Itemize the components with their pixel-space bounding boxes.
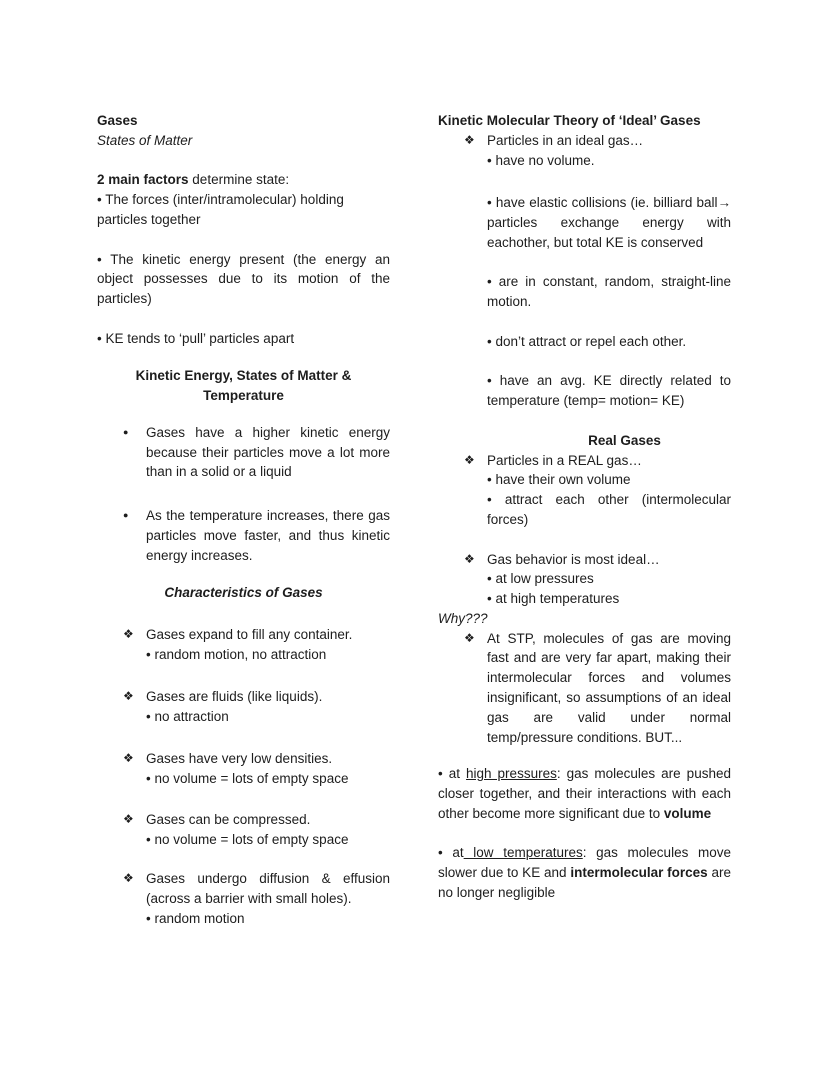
text-segment: • have their own volume <box>487 472 631 488</box>
text-segment: Characteristics of Gases <box>164 585 323 601</box>
text-segment: • have no volume. <box>487 152 595 168</box>
text-segment: : gas molecules are pushed closer together, and their interactions with each other become more significant due to <box>438 766 731 821</box>
list-item-text <box>487 550 731 570</box>
diamond-bullet-icon: ❖ <box>123 871 134 886</box>
text-segment: At STP, molecules of gas are moving fast and are very far apart, making their intermolecular forces and volumes insignificant, so assumptions of an ideal gas are valid under normal temp/pressure conditions. BUT... <box>487 630 731 745</box>
sub-bullet-line <box>487 272 731 312</box>
list-item-text <box>146 687 390 707</box>
text-segment: Why??? <box>438 610 488 626</box>
list-item-text <box>146 625 390 645</box>
list-item <box>438 550 731 609</box>
paragraph <box>97 131 390 151</box>
list-item <box>97 749 390 789</box>
list-item <box>97 687 390 727</box>
text-segment: • are in constant, random, straight-line motion. <box>487 274 731 310</box>
sub-bullet-line <box>146 909 390 929</box>
sub-bullet-line <box>487 589 731 609</box>
text-segment: • no volume = lots of empty space <box>146 831 349 847</box>
text-segment: Gases <box>97 113 138 128</box>
text-segment: intermolecular forces <box>570 865 708 881</box>
text-segment: • random motion <box>146 910 245 926</box>
text-segment: • attract each other (intermolecular forces) <box>487 492 731 527</box>
sub-bullet-line <box>146 645 390 665</box>
text-segment: Kinetic Molecular Theory of ‘Ideal’ Gases <box>438 113 701 128</box>
text-segment: Gases undergo diffusion & effusion (across a barrier with small holes). <box>146 871 390 906</box>
sub-bullet-line <box>487 470 731 490</box>
text-segment: • The forces (inter/intramolecular) holding particles together <box>97 192 344 227</box>
text-segment: Gas behavior is most ideal… <box>487 551 660 567</box>
paragraph <box>438 609 731 629</box>
text-segment: • at <box>438 845 464 861</box>
sub-bullet-line <box>146 707 390 727</box>
paragraph <box>438 843 731 902</box>
disc-bullet-icon: ● <box>123 426 129 437</box>
text-segment: • random motion, no attraction <box>146 646 327 662</box>
sub-bullet-line <box>487 193 731 252</box>
diamond-bullet-icon: ❖ <box>123 751 134 766</box>
text-segment: • don’t attract or repel each other. <box>487 333 687 349</box>
diamond-bullet-icon: ❖ <box>123 689 134 704</box>
text-segment: Kinetic Energy, States of Matter & Temperature <box>135 368 352 404</box>
list-item <box>438 131 731 411</box>
diamond-bullet-icon: ❖ <box>464 630 475 645</box>
text-segment: Gases have very low densities. <box>146 751 333 767</box>
text-segment: • KE tends to ‘pull’ particles apart <box>97 330 295 346</box>
sub-bullet-line <box>487 371 731 411</box>
list-item-text <box>146 810 390 830</box>
section-heading <box>97 583 390 603</box>
text-segment: Particles in a REAL gas… <box>487 452 642 468</box>
list-item-text <box>146 506 390 565</box>
paragraph <box>97 190 390 230</box>
list-item <box>97 810 390 850</box>
text-segment: As the temperature increases, there gas particles move faster, and thus kinetic energy increases. <box>146 507 390 563</box>
section-heading <box>518 431 731 451</box>
right-column <box>438 111 731 1071</box>
text-segment: volume <box>663 805 712 821</box>
list-item <box>97 423 390 482</box>
paragraph <box>97 329 390 349</box>
list-item-text <box>487 131 731 151</box>
list-item <box>438 451 731 530</box>
diamond-bullet-icon: ❖ <box>123 811 134 826</box>
list-item-text <box>146 749 390 769</box>
disc-bullet-icon: ● <box>123 509 129 520</box>
text-segment: • at <box>438 766 467 782</box>
text-segment: • at high temperatures <box>487 591 620 607</box>
text-segment: Gases can be compressed. <box>146 811 311 827</box>
list-item-text <box>487 629 731 748</box>
section-heading <box>97 366 390 406</box>
list-item <box>97 869 390 928</box>
text-segment: Particles in an ideal gas… <box>487 132 644 148</box>
sub-bullet-line <box>146 830 390 850</box>
paragraph <box>97 111 390 131</box>
text-segment: low temperatures <box>463 845 583 861</box>
text-segment: • no attraction <box>146 708 229 724</box>
list-item <box>97 625 390 665</box>
text-segment: Gases are fluids (like liquids). <box>146 689 323 705</box>
diamond-bullet-icon: ❖ <box>464 551 475 566</box>
text-segment: Real Gases <box>588 432 661 448</box>
text-segment: • have an avg. KE directly related to temperature (temp= motion= KE) <box>487 373 731 409</box>
text-segment: are no longer negligible <box>438 865 731 901</box>
paragraph <box>438 764 731 823</box>
sub-bullet-line <box>487 490 731 530</box>
text-segment: determine state: <box>188 172 290 188</box>
text-segment: : gas molecules move slower due to KE and <box>438 845 731 881</box>
text-segment: high pressures <box>466 766 557 782</box>
diamond-bullet-icon: ❖ <box>464 452 475 467</box>
text-segment: 2 main factors <box>97 172 189 188</box>
list-item <box>438 629 731 748</box>
list-item-text <box>487 451 731 471</box>
sub-bullet-line <box>487 569 731 589</box>
text-segment: Gases have a higher kinetic energy because their particles move a lot more than in a solid or a liquid <box>146 424 390 480</box>
text-segment: States of Matter <box>97 132 193 148</box>
sub-bullet-line <box>487 332 731 352</box>
sub-bullet-line <box>146 769 390 789</box>
left-column <box>97 111 390 1071</box>
list-item-text <box>146 869 390 909</box>
paragraph <box>97 170 390 190</box>
list-item <box>97 506 390 565</box>
text-segment: • at low pressures <box>487 571 594 587</box>
text-segment: • The kinetic energy present (the energy an object possesses due to its motion of the particles) <box>97 251 390 307</box>
sub-bullet-line <box>487 151 731 171</box>
text-segment: Gases expand to fill any container. <box>146 626 353 642</box>
diamond-bullet-icon: ❖ <box>123 626 134 641</box>
paragraph <box>438 111 731 131</box>
paragraph <box>97 250 390 309</box>
list-item-text <box>146 423 390 482</box>
diamond-bullet-icon: ❖ <box>464 132 475 147</box>
text-segment: • have elastic collisions (ie. billiard ball→ particles exchange energy with eachother, but total KE is conserved <box>487 195 731 250</box>
text-segment: • no volume = lots of empty space <box>146 771 349 787</box>
